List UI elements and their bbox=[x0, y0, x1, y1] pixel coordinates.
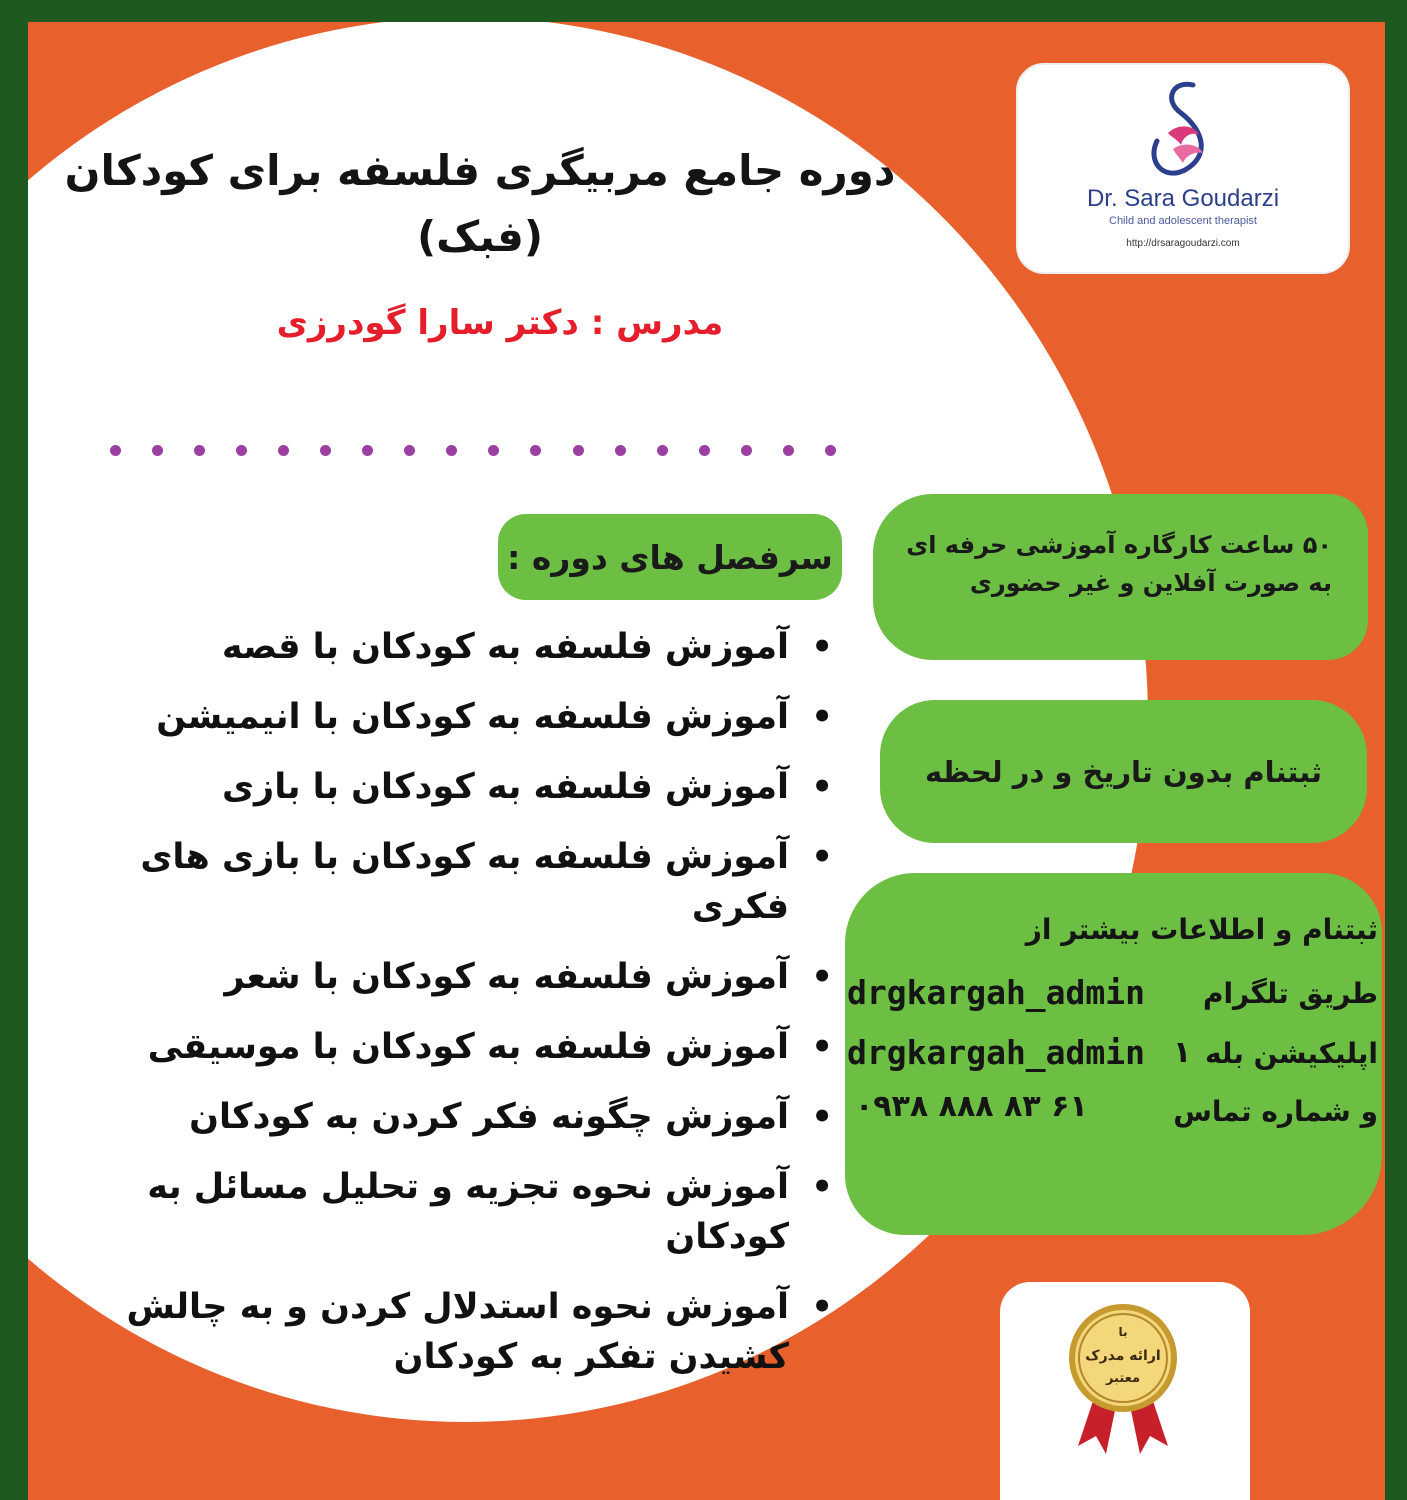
topics-heading: سرفصل های دوره : bbox=[498, 514, 842, 600]
bale-id: drgkargah_admin bbox=[847, 1033, 1146, 1072]
telegram-label: طریق تلگرام bbox=[1202, 977, 1378, 1010]
hours-box bbox=[873, 494, 1368, 660]
certificate-line3: معتبر bbox=[1105, 1371, 1141, 1386]
hours-line1: ۵۰ ساعت کارگاره آموزشی حرفه ای bbox=[906, 531, 1332, 559]
certificate-line1: با bbox=[1118, 1325, 1128, 1339]
list-item: • آموزش فلسفه به کودکان با شعر bbox=[90, 952, 835, 1002]
instructor-name: مدرس : دکتر سارا گودرزی bbox=[276, 303, 724, 343]
list-item: • آموزش چگونه فکر کردن به کودکان bbox=[90, 1092, 835, 1142]
logo-card bbox=[1016, 63, 1350, 274]
list-item: • آموزش نحوه استدلال کردن و به چالش کشیدن تفکر به کودکان bbox=[90, 1282, 835, 1382]
award-ribbon-icon bbox=[1048, 1296, 1198, 1456]
logo-name: Dr. Sara Goudarzi bbox=[1086, 185, 1280, 212]
telegram-id: drgkargah_admin bbox=[847, 973, 1146, 1012]
list-item: • آموزش نحوه تجزیه و تحلیل مسائل به کودکان bbox=[90, 1162, 835, 1262]
list-item: • آموزش فلسفه به کودکان با بازی bbox=[90, 762, 835, 812]
list-item: • آموزش فلسفه به کودکان با موسیقی bbox=[90, 1022, 835, 1072]
contact-intro: ثبتنام و اطلاعات بیشتر از bbox=[1025, 913, 1378, 946]
phone-label: و شماره تماس bbox=[1173, 1095, 1378, 1128]
list-item: • آموزش فلسفه به کودکان با قصه bbox=[90, 622, 835, 672]
course-title-line2: (فبک) bbox=[416, 212, 544, 261]
hours-line2: به صورت آفلاین و غیر حضوری bbox=[969, 569, 1332, 597]
list-item: • آموزش فلسفه به کودکان با بازی های فکری bbox=[90, 832, 835, 932]
dotted-divider bbox=[110, 445, 836, 457]
bale-suffix: ۱ bbox=[1173, 1035, 1192, 1070]
contact-box bbox=[845, 873, 1382, 1235]
logo-mark-icon bbox=[1133, 75, 1233, 185]
list-item: • آموزش فلسفه به کودکان با انیمیشن bbox=[90, 692, 835, 742]
topics-list bbox=[90, 622, 835, 1402]
register-box: ثبتنام بدون تاریخ و در لحظه bbox=[880, 700, 1367, 843]
logo-url: http://drsaragoudarzi.com bbox=[1126, 238, 1240, 249]
phone-number: ۰۹۳۸ ۸۸۸ ۸۳ ۶۱ bbox=[855, 1089, 1088, 1124]
certificate-line2: ارائه مدرک bbox=[1085, 1348, 1161, 1364]
bale-label: اپلیکیشن بله bbox=[1204, 1037, 1378, 1070]
course-title-line1: دوره جامع مربیگری فلسفه برای کودکان bbox=[64, 146, 896, 195]
certificate-card bbox=[1000, 1282, 1250, 1500]
logo-subtitle: Child and adolescent therapist bbox=[1109, 215, 1257, 227]
course-title bbox=[60, 138, 900, 270]
